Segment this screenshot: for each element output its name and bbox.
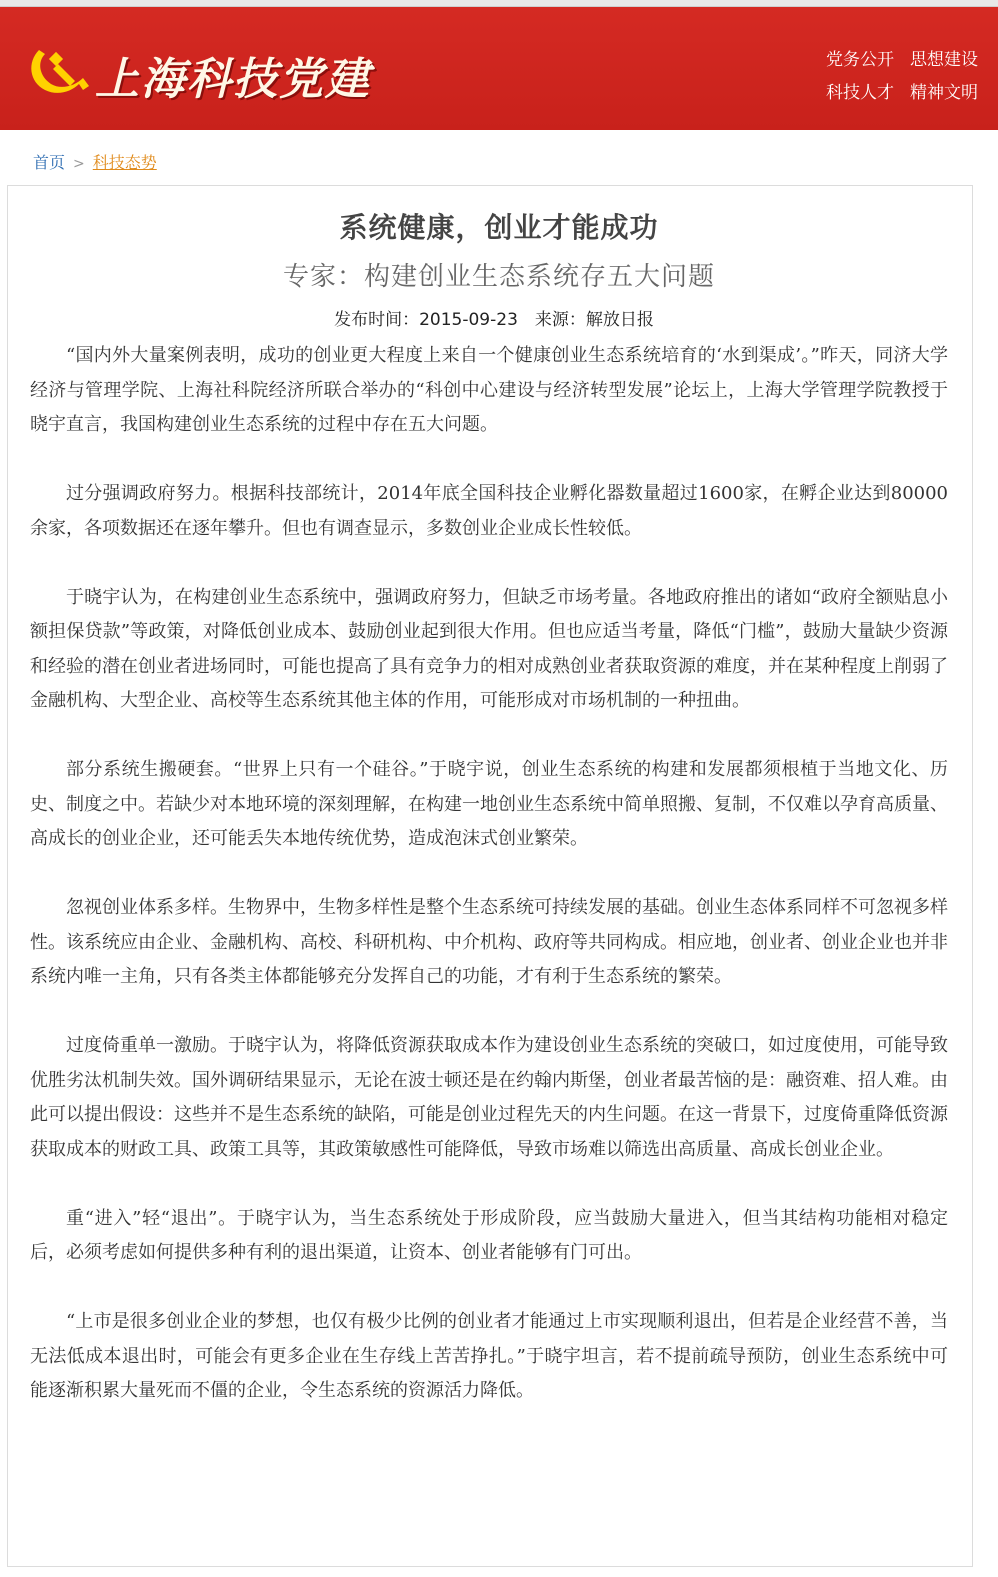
nav-party-affairs[interactable]: 党务公开 (826, 50, 894, 70)
browser-top-strip (0, 0, 998, 7)
breadcrumb (33, 151, 157, 176)
article-title: 系统健康，创业才能成功 (339, 211, 659, 244)
breadcrumb-home-link[interactable]: 首页 (33, 153, 66, 172)
article-meta: 发布时间：2015-09-23 来源：解放日报 (334, 310, 654, 330)
site-logo-text[interactable]: 上海科技党建 (95, 54, 371, 105)
site-header (0, 7, 998, 130)
nav-ideology[interactable]: 思想建设 (910, 50, 978, 70)
article-paragraph: 过分强调政府努力。根据科技部统计，2014年底全国科技企业孵化器数量超过1600家，在孵企业达到80000余家，各项数据还在逐年攀升。但也有调查显示，多数创业企业成长性较低。 (30, 483, 948, 539)
article-paragraph: 忽视创业体系多样。生物界中，生物多样性是整个生态系统可持续发展的基础。创业生态体系同样不可忽视多样性。该系统应由企业、金融机构、高校、科研机构、中介机构、政府等共同构成。相应地，创业者、创业企业也并非系统内唯一主角，只有各类主体都能够充分发挥自己的功能，才有利于生态系统的繁荣。 (30, 897, 948, 987)
article-paragraph: 重“进入”轻“退出”。于晓宇认为，当生态系统处于形成阶段，应当鼓励大量进入，但当其结构功能相对稳定后，必须考虑如何提供多种有利的退出渠道，让资本、创业者能够有门可出。 (30, 1207, 948, 1263)
nav-tech-talent[interactable]: 科技人才 (826, 83, 894, 103)
article-paragraph: “国内外大量案例表明，成功的创业更大程度上来自一个健康创业生态系统培育的‘水到渠成’。”昨天，同济大学经济与管理学院、上海社科院经济所联合举办的“科创中心建设与经济转型发展”论坛上，上海大学管理学院教授于晓宇直言，我国构建创业生态系统的过程中存在五大问题。 (30, 345, 948, 435)
article-paragraph: 于晓宇认为，在构建创业生态系统中，强调政府努力，但缺乏市场考量。各地政府推出的诸如“政府全额贴息小额担保贷款”等政策，对降低创业成本、鼓励创业起到很大作用。但也应适当考量，降低“门槛”，鼓励大量缺少资源和经验的潜在创业者进场同时，可能也提高了具有竞争力的相对成熟创业者获取资源的难度，并在某种程度上削弱了金融机构、大型企业、高校等生态系统其他主体的作用，可能形成对市场机制的一种扭曲。 (30, 586, 948, 711)
top-nav (810, 44, 990, 110)
party-emblem-icon (25, 40, 95, 100)
chevron-right-icon: > (73, 156, 85, 172)
article-body (30, 339, 948, 1443)
article-subtitle: 专家：构建创业生态系统存五大问题 (282, 262, 715, 292)
article-paragraph: 过度倚重单一激励。于晓宇认为，将降低资源获取成本作为建设创业生态系统的突破口，如过度使用，可能导致优胜劣汰机制失效。国外调研结果显示，无论在波士顿还是在约翰内斯堡，创业者最苦恼的是：融资难、招人难。由此可以提出假设：这些并不是生态系统的缺陷，可能是创业过程先天的内生问题。在这一背景下，过度倚重降低资源获取成本的财政工具、政策工具等，其政策敏感性可能降低，导致市场难以筛选出高质量、高成长创业企业。 (30, 1035, 948, 1160)
article-paragraph: “上市是很多创业企业的梦想，也仅有极少比例的创业者才能通过上市实现顺利退出，但若是企业经营不善，当无法低成本退出时，可能会有更多企业在生存线上苦苦挣扎。”于晓宇坦言，若不提前疏导预防，创业生态系统中可能逐渐积累大量死而不僵的企业，令生态系统的资源活力降低。 (30, 1311, 948, 1401)
breadcrumb-current-link[interactable]: 科技态势 (92, 153, 157, 172)
nav-civilization[interactable]: 精神文明 (910, 83, 978, 103)
article-paragraph: 部分系统生搬硬套。“世界上只有一个硅谷。”于晓宇说，创业生态系统的构建和发展都须根植于当地文化、历史、制度之中。若缺少对本地环境的深刻理解，在构建一地创业生态系统中简单照搬、复制，不仅难以孕育高质量、高成长的创业企业，还可能丢失本地传统优势，造成泡沫式创业繁荣。 (30, 759, 948, 849)
